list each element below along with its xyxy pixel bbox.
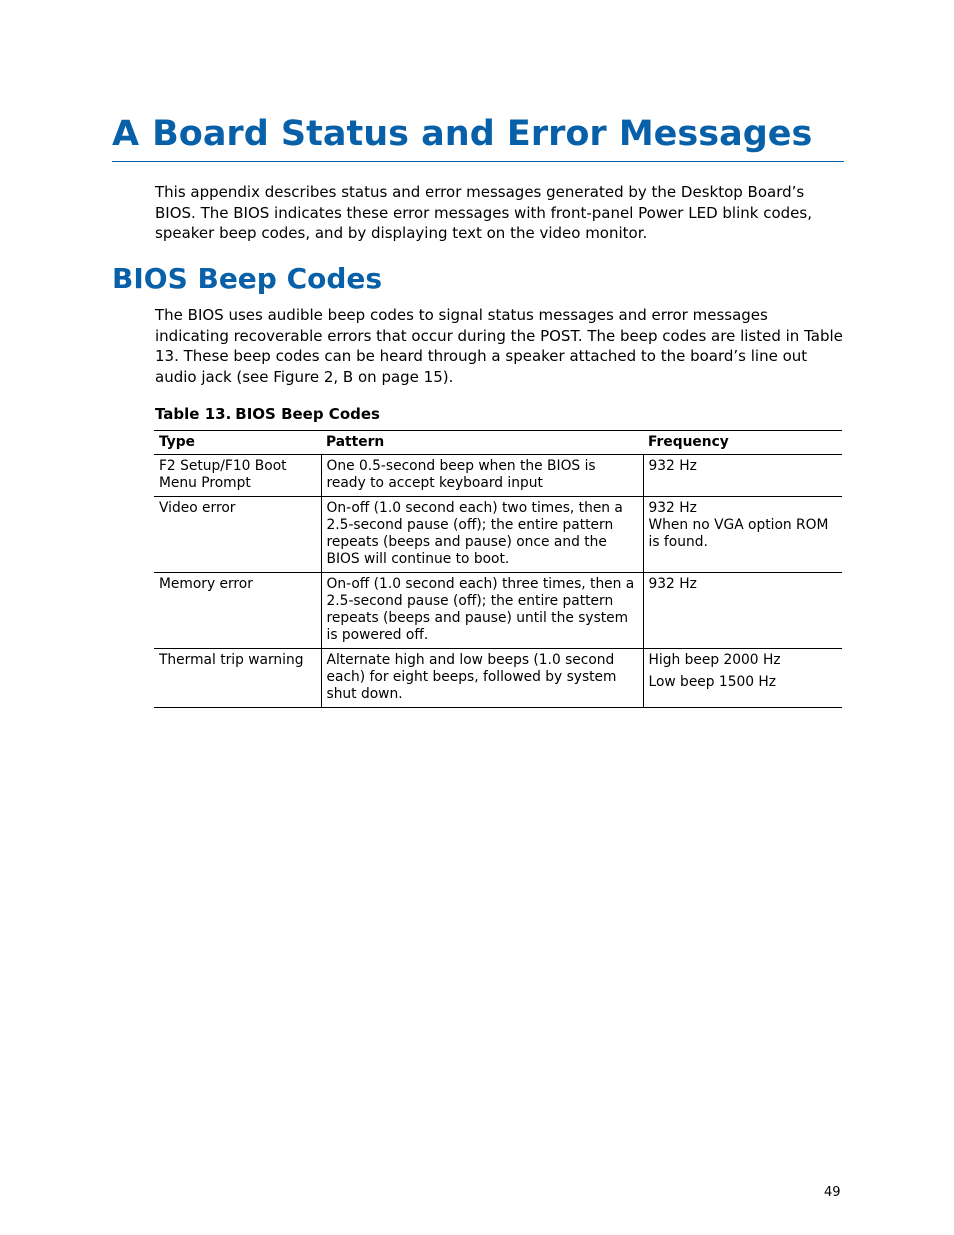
- cell-frequency: [643, 573, 842, 649]
- table-header-row: [154, 431, 842, 455]
- appendix-heading: [112, 112, 844, 162]
- header-pattern: Pattern: [321, 431, 643, 455]
- cell-pattern: Alternate high and low beeps (1.0 second each) for eight beeps, followed by system shut down.: [321, 649, 643, 708]
- table-caption: [155, 404, 380, 424]
- cell-pattern: On-off (1.0 second each) two times, then a 2.5-second pause (off); the entire pattern repeats (beeps and pause) once and the BIOS will continue to boot.: [321, 497, 643, 573]
- table-row: [154, 497, 842, 573]
- section-body-paragraph: The BIOS uses audible beep codes to signal status messages and error messages indicating recoverable errors that occur during the POST. The beep codes are listed in Table 13. These beep codes can be heard through a speaker attached to the board’s line out audio jack (see Figure 2, B on page 15).: [155, 306, 843, 386]
- frequency-value: 932 Hz: [648, 458, 697, 474]
- appendix-intro-paragraph: This appendix describes status and error messages generated by the Desktop Board’s BIOS. The BIOS indicates these error messages with front-panel Power LED blink codes, speaker beep codes, and by displaying text on the video monitor.: [155, 183, 812, 242]
- header-type: Type: [154, 431, 321, 455]
- frequency-low: Low beep 1500 Hz: [648, 674, 777, 690]
- table-row: [154, 455, 842, 497]
- frequency-note: When no VGA option ROM is found.: [648, 517, 829, 550]
- appendix-letter: A: [112, 114, 140, 154]
- appendix-title: Board Status and Error Messages: [152, 114, 813, 154]
- cell-frequency: [643, 497, 842, 573]
- frequency-value: 932 Hz: [648, 576, 697, 592]
- cell-frequency: [643, 649, 842, 708]
- section-heading: BIOS Beep Codes: [112, 262, 383, 295]
- frequency-high: High beep 2000 Hz: [648, 652, 781, 668]
- table-caption-title: BIOS Beep Codes: [235, 405, 380, 423]
- cell-pattern: One 0.5-second beep when the BIOS is ready to accept keyboard input: [321, 455, 643, 497]
- table-caption-number: Table 13.: [155, 405, 232, 423]
- cell-type: Memory error: [154, 573, 321, 649]
- cell-type: F2 Setup/F10 Boot Menu Prompt: [154, 455, 321, 497]
- cell-frequency: [643, 455, 842, 497]
- cell-type: Video error: [154, 497, 321, 573]
- table-row: [154, 649, 842, 708]
- cell-type: Thermal trip warning: [154, 649, 321, 708]
- beep-codes-table: [154, 430, 842, 708]
- table-row: [154, 573, 842, 649]
- cell-pattern: On-off (1.0 second each) three times, then a 2.5-second pause (off); the entire pattern repeats (beeps and pause) until the system is powered off.: [321, 573, 643, 649]
- header-frequency: Frequency: [643, 431, 842, 455]
- frequency-value: 932 Hz: [648, 500, 697, 516]
- page-number: 49: [824, 1185, 841, 1200]
